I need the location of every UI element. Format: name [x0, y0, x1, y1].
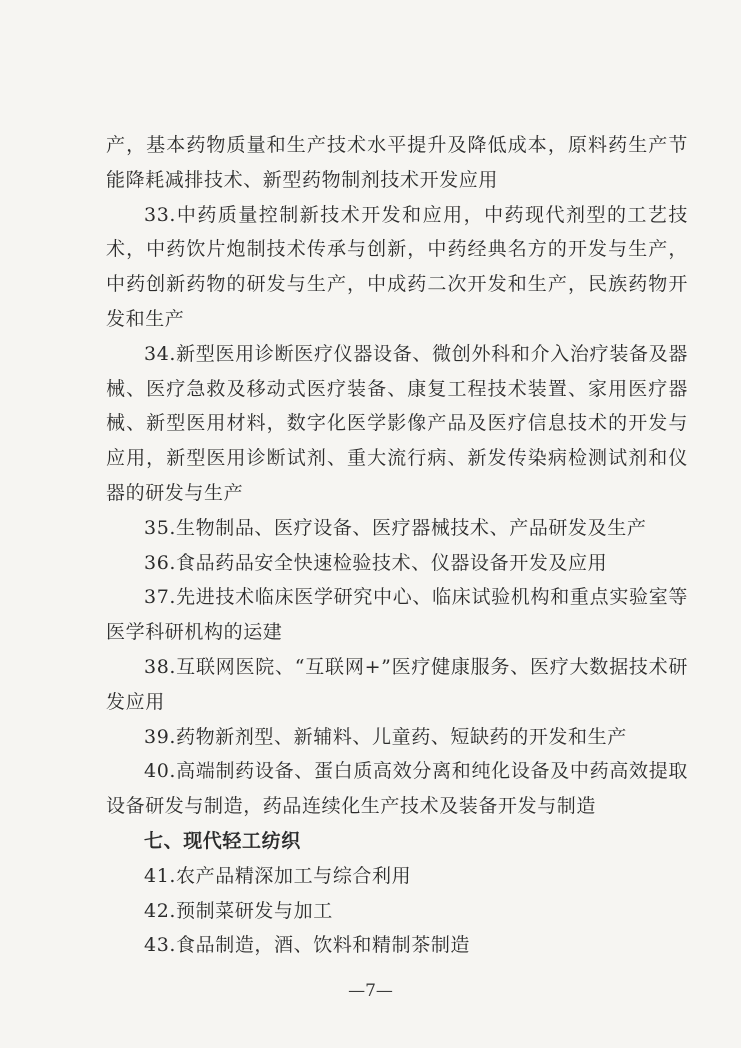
- list-item-35: 35.生物制品、医疗设备、医疗器械技术、产品研发及生产: [144, 516, 647, 539]
- document-body: [106, 128, 688, 963]
- paragraph-continuation: 产，基本药物质量和生产技术水平提升及降低成本，原料药生产节能降耗减排技术、新型药物制剂技术开发应用: [106, 134, 688, 191]
- list-item-36: 36.食品药品安全快速检验技术、仪器设备开发及应用: [144, 551, 608, 574]
- list-item-33: 33.中药质量控制新技术开发和应用，中药现代剂型的工艺技术，中药饮片炮制技术传承与创新，中药经典名方的开发与生产，中药创新药物的研发与生产，中成药二次开发和生产，民族药物开发和生产: [106, 203, 688, 330]
- list-item-42: 42.预制菜研发与加工: [144, 899, 333, 922]
- list-item-41: 41.农产品精深加工与综合利用: [144, 864, 412, 887]
- list-item-38: 38.互联网医院、“互联网+”医疗健康服务、医疗大数据技术研发应用: [106, 655, 688, 713]
- page-number: —7—: [348, 981, 393, 1001]
- list-item-37: 37.先进技术临床医学研究中心、临床试验机构和重点实验室等医学科研机构的运建: [106, 586, 688, 644]
- list-item-39: 39.药物新剂型、新辅料、儿童药、短缺药的开发和生产: [144, 725, 627, 748]
- list-item-40: 40.高端制药设备、蛋白质高效分离和纯化设备及中药高效提取设备研发与制造，药品连续化生产技术及装备开发与制造: [106, 760, 688, 818]
- list-item-34: 34.新型医用诊断医疗仪器设备、微创外科和介入治疗装备及器械、医疗急救及移动式医疗装备、康复工程技术装置、家用医疗器械、新型医用材料，数字化医学影像产品及医疗信息技术的开发与应用，新型医用诊断试剂、重大流行病、新发传染病检测试剂和仪器的研发与生产: [106, 342, 688, 504]
- list-item-43: 43.食品制造，酒、饮料和精制茶制造: [144, 934, 471, 957]
- section-heading: 七、现代轻工纺织: [144, 829, 301, 852]
